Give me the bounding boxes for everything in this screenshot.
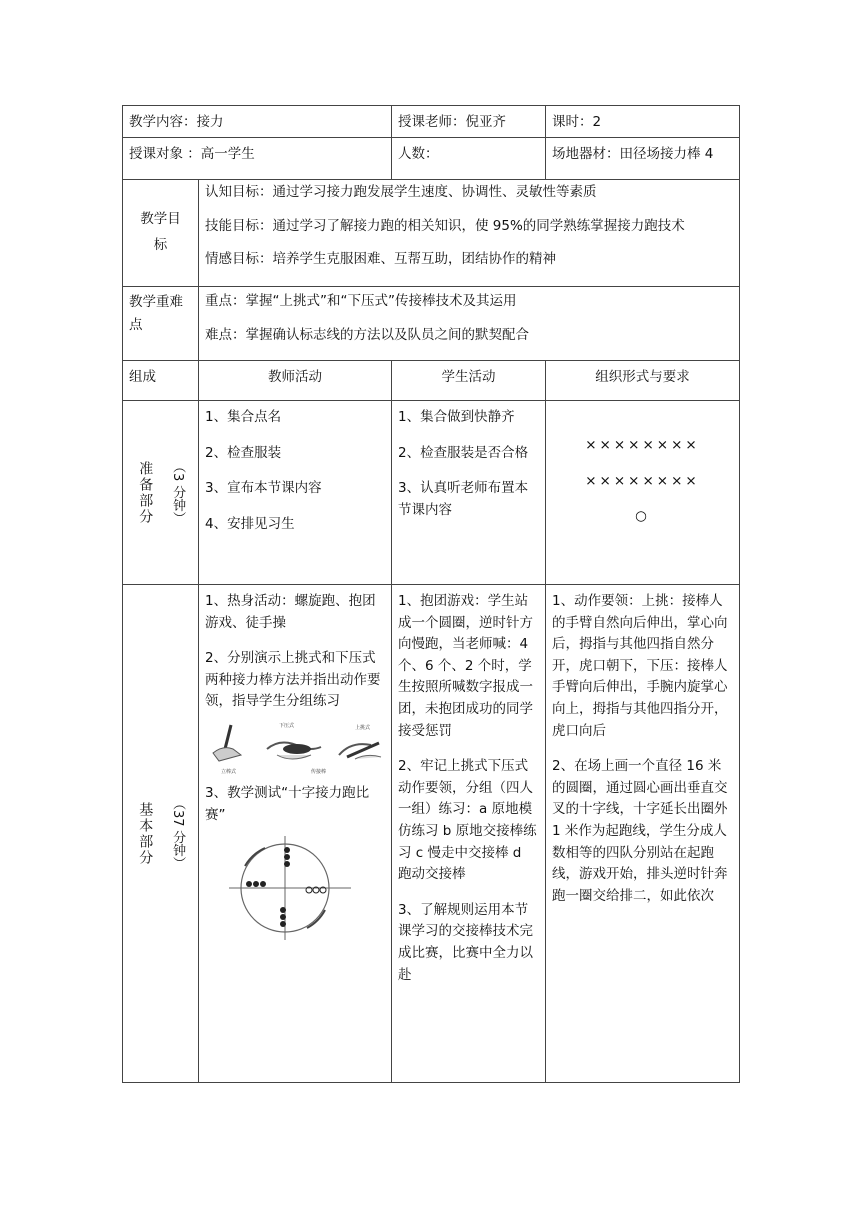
prep-teacher-item: 3、宣布本节课内容 (205, 480, 322, 497)
prep-student-item: 3、认真听老师布置本节课内容 (398, 480, 529, 518)
prep-teacher (199, 401, 392, 585)
basic-label (123, 585, 199, 1083)
key-difficult: 难点：掌握确认标志线的方法以及队员之间的默契配合 (205, 326, 529, 343)
basic-organization-item: 2、在场上画一个直径 16 米的圆圈，通过圆心画出垂直交叉的十字线，十字延长出圈外 1 米作为起跑线，学生分成人数相等的四队分别站在起跑线，游戏开始，排头逆时针奔跑一圈交给排二，如此依次 (552, 758, 728, 904)
cross-relay-diagram (225, 836, 355, 944)
goals-row (123, 180, 740, 287)
upright-baton-illustration (213, 725, 241, 761)
goal-skill: 技能目标：通过学习了解接力跑的相关知识，使 95%的同学熟练掌握接力跑技术 (205, 217, 685, 234)
goal-affective: 情感目标：培养学生克服困难、互帮互助，团结协作的精神 (205, 251, 556, 268)
prep-teacher-item: 2、检查服装 (205, 444, 282, 461)
column-header-row (123, 361, 740, 401)
basic-student-item: 3、了解规则运用本节课学习的交接棒技术完成比赛，比赛中全力以赴 (398, 901, 533, 983)
basic-teacher-item: 1、热身活动：螺旋跑、抱团游戏、徒手操 (205, 593, 376, 631)
prep-student-item: 2、检查服装是否合格 (398, 444, 529, 461)
basic-student (392, 585, 546, 1083)
basic-duration: （37 分钟） (170, 797, 186, 870)
teacher-cell: 授课老师：倪亚齐 (392, 106, 546, 138)
basic-organization (546, 585, 740, 1083)
basic-teacher-item: 2、分别演示上挑式和下压式两种接力棒方法并指出动作要领，指导学生分组练习 (205, 650, 381, 710)
lesson-plan (122, 105, 740, 1083)
content-cell: 教学内容：接力 (123, 106, 392, 138)
prep-teacher-item: 1、集合点名 (205, 409, 282, 425)
header-row-2 (123, 138, 740, 180)
keypoints-row (123, 287, 740, 361)
keypoints-list (199, 287, 740, 361)
formation-row-1: ×××××××× (585, 437, 700, 453)
goals-list (199, 180, 740, 287)
col-student: 学生活动 (392, 361, 546, 401)
prep-label (123, 401, 199, 585)
col-teacher: 教师活动 (199, 361, 392, 401)
formation-teacher-marker: ○ (635, 508, 650, 525)
venue-cell: 场地器材：田径场接力棒 4 (546, 138, 740, 180)
runners-left (246, 881, 266, 887)
lesson-plan-table (122, 105, 740, 1083)
col-organization: 组织形式与要求 (546, 361, 740, 401)
formation-row-2: ×××××××× (585, 472, 700, 489)
basic-organization-item: 1、动作要领：上挑：接棒人的手臂自然向后伸出，掌心向后，拇指与其他四指自然分开，虎口朝下，下压：接棒人手臂向后伸出，手腕内旋掌心向上，拇指与其他四指分开，虎口向后 (552, 593, 728, 739)
goal-cognitive: 认知目标：通过学习接力跑发展学生速度、协调性、灵敏性等素质 (205, 184, 597, 200)
prep-student (392, 401, 546, 585)
count-cell: 人数： (392, 138, 546, 180)
lift-up-illustration (339, 743, 381, 759)
push-down-illustration (267, 742, 321, 759)
basic-teacher (199, 585, 392, 1083)
prep-student-item: 1、集合做到快静齐 (398, 409, 515, 425)
basic-student-item: 1、抱团游戏：学生站成一个圆圈，逆时针方向慢跑，当老师喊：4 个、6 个、2 个时，学生按照所喊数字报成一团，未抱团成功的同学接受惩罚 (398, 593, 533, 739)
prep-formation (546, 401, 740, 585)
hours-cell: 课时：2 (546, 106, 740, 138)
runners-top (284, 847, 290, 867)
baton-technique-figure (211, 719, 391, 775)
audience-cell: 授课对象 ：高一学生 (123, 138, 392, 180)
push-down-label: 下压式 (279, 722, 295, 729)
goals-label: 教学目标 (123, 180, 199, 287)
header-row-1 (123, 106, 740, 138)
prep-title: 准备部分 (137, 460, 154, 525)
upright-caption: 立棒式 (221, 768, 237, 775)
col-composition: 组成 (123, 361, 199, 401)
basic-row (123, 585, 740, 1083)
basic-teacher-item: 3、教学测试“十字接力跑比赛” (205, 784, 370, 823)
basic-student-item: 2、牢记上挑式下压式动作要领，分组（四人一组）练习：a 原地模仿练习 b 原地交接棒练习 c 慢走中交接棒 d 跑动交接棒 (398, 758, 537, 883)
prep-row (123, 401, 740, 585)
lift-up-label: 上挑式 (355, 724, 371, 731)
prep-duration: （3 分钟） (170, 460, 186, 525)
key-important: 重点：掌握“上挑式”和“下压式”传接棒技术及其运用 (205, 293, 517, 309)
runners-bottom (280, 907, 286, 927)
handoff-caption: 传接棒 (311, 768, 327, 775)
basic-title: 基本部分 (137, 801, 154, 866)
keypoints-label: 教学重难点 (123, 287, 199, 361)
prep-teacher-item: 4、安排见习生 (205, 515, 295, 532)
